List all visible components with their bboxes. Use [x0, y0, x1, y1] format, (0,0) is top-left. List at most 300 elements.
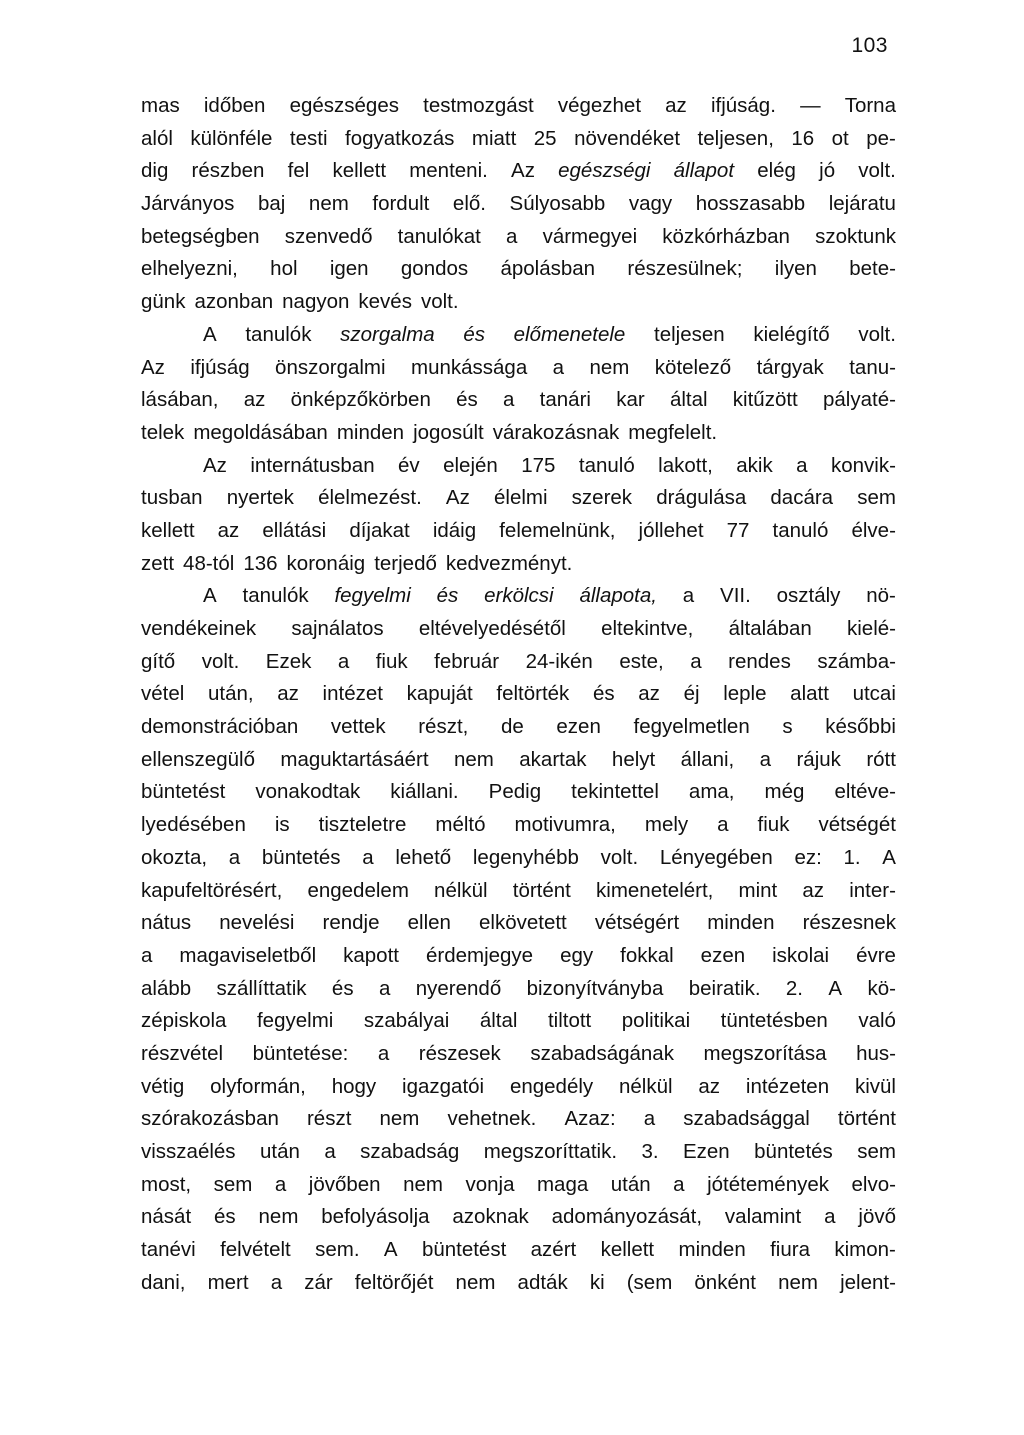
word: ellen: [407, 911, 451, 935]
text-line: [141, 809, 896, 842]
word: Az: [511, 159, 535, 183]
word: zépiskola: [141, 1009, 227, 1033]
word: s: [782, 715, 793, 739]
word: az: [698, 1074, 721, 1098]
word: helyt: [611, 747, 656, 771]
text-line: [141, 1103, 896, 1136]
word: nem: [778, 1270, 818, 1294]
word: a: [673, 1172, 685, 1196]
word: ki: [589, 1270, 605, 1294]
text-line: [141, 515, 896, 548]
word: tanuló: [772, 518, 829, 542]
word: büntetése:: [252, 1041, 349, 1065]
word: általában: [728, 617, 812, 640]
word: iskolai: [772, 943, 830, 967]
word: telek: [141, 420, 185, 444]
word: inter-: [849, 878, 896, 902]
page-number: 103: [851, 34, 888, 57]
word: gondos: [400, 257, 469, 281]
word: elhelyezni,: [141, 257, 238, 281]
word: vagy: [628, 192, 673, 216]
word: jövőben: [308, 1172, 381, 1196]
text-line: [141, 155, 896, 188]
word: büntetést: [421, 1238, 507, 1262]
word: részesek: [418, 1041, 501, 1065]
word: minden: [678, 1238, 746, 1262]
word: 16: [791, 126, 815, 150]
word: VII.: [720, 584, 751, 608]
word: kapufeltörésért,: [141, 878, 283, 902]
word: kimon-: [834, 1238, 896, 1262]
text-line: [141, 384, 896, 417]
word: 77: [726, 518, 750, 542]
word: volt.: [858, 159, 896, 183]
word: lyedésében: [141, 813, 246, 837]
word: vehetnek.: [447, 1107, 537, 1131]
word: munkássága: [411, 355, 528, 379]
word: kiállani.: [390, 780, 459, 804]
word: az: [802, 878, 825, 902]
word: kapott: [343, 943, 399, 967]
word: jó: [819, 159, 836, 183]
text-line: [141, 221, 896, 254]
word: bete-: [849, 257, 896, 281]
word: intézet: [322, 682, 383, 706]
word: eltéve-: [834, 780, 896, 804]
text-line: [141, 580, 896, 613]
word: adományozását,: [551, 1205, 703, 1229]
word: nélkül: [434, 878, 488, 902]
word: 136: [243, 551, 278, 575]
emphasis-word: állapota,: [579, 584, 657, 608]
text-line: [141, 1169, 896, 1202]
word: minden: [707, 911, 775, 935]
word: vétel: [141, 682, 185, 706]
word: számba-: [817, 649, 896, 673]
word: sem: [857, 486, 896, 510]
text-line: [141, 613, 896, 646]
word: megszoríttatik.: [483, 1140, 618, 1163]
word: a: [682, 584, 695, 608]
word: kitűzött: [732, 388, 798, 412]
word: a: [643, 1107, 656, 1131]
text-line: [141, 548, 896, 581]
word: demonstrációban: [141, 715, 299, 739]
word: hol: [270, 257, 298, 281]
word: kivül: [854, 1074, 896, 1098]
word: gítő: [141, 649, 176, 673]
word: szabadsággal: [683, 1107, 810, 1131]
word: kellett: [600, 1238, 655, 1262]
emphasis-word: és: [463, 322, 485, 346]
word: mas: [141, 94, 180, 117]
word: intézeten: [745, 1074, 830, 1098]
text-line: [141, 646, 896, 679]
word: dacára: [770, 486, 834, 510]
word: a: [690, 649, 702, 673]
word: betegségben: [141, 224, 260, 248]
word: azért: [530, 1238, 577, 1262]
word: évre: [856, 943, 896, 967]
text-line: [141, 450, 896, 483]
word: az: [638, 682, 660, 706]
word: lásában,: [141, 388, 219, 412]
word: állani,: [680, 747, 735, 771]
word: szabályai: [363, 1009, 450, 1033]
word: élve-: [851, 518, 896, 542]
text-line: [141, 90, 896, 123]
word: büntetés: [261, 845, 341, 869]
word: fiuk: [375, 649, 408, 673]
word: a: [324, 1140, 336, 1163]
word: után: [610, 1172, 651, 1196]
word: hosszasabb: [695, 192, 806, 216]
word: Az: [203, 453, 227, 477]
word: a: [824, 1205, 836, 1229]
word: elég: [757, 159, 796, 183]
word: vétségért: [594, 911, 680, 935]
word: a: [796, 453, 808, 477]
word: önszorgalmi: [275, 355, 386, 379]
word: az: [665, 94, 687, 117]
word: nását: [141, 1205, 192, 1229]
word: tusban: [141, 486, 203, 510]
word: magaviseletből: [179, 943, 317, 967]
word: és: [456, 388, 478, 412]
text-line: [141, 319, 896, 352]
word: Járványos: [141, 192, 235, 216]
text-line: [141, 940, 896, 973]
word: későbbi: [825, 715, 896, 739]
word: nélkül: [619, 1074, 673, 1098]
word: tiszteletre: [318, 813, 407, 837]
word: mely: [644, 813, 689, 837]
word: elő.: [452, 192, 486, 216]
word: kö-: [867, 976, 896, 1000]
word: fiuk: [757, 813, 790, 837]
word: különféle: [190, 126, 273, 150]
word: ezen: [556, 715, 601, 739]
word: tárgyak: [756, 355, 824, 379]
word: osztály: [776, 584, 841, 608]
word: minden: [336, 420, 405, 444]
word: részvétel: [141, 1041, 224, 1065]
word: utcai: [852, 682, 896, 706]
word: a: [274, 1172, 287, 1196]
word: tanulók: [242, 584, 309, 608]
word: eltekintve,: [601, 617, 694, 640]
word: is: [274, 813, 290, 837]
word: egészséges: [289, 94, 399, 117]
word: időben: [203, 94, 266, 117]
word: azoknak: [452, 1205, 529, 1229]
word: a: [228, 845, 241, 869]
word: a: [717, 813, 729, 837]
word: zett: [141, 551, 175, 575]
word: nem: [258, 1205, 299, 1229]
word: megszorítása: [703, 1041, 827, 1065]
word: az: [277, 682, 299, 706]
word: teljesen: [654, 322, 725, 346]
word: való: [858, 1009, 896, 1033]
word: kevés: [358, 290, 412, 314]
word: fordult: [372, 192, 430, 216]
word: fiura: [770, 1238, 810, 1262]
word: azonban: [194, 290, 274, 314]
word: lejáratu: [828, 192, 896, 216]
word: Lényegében: [659, 845, 773, 869]
word: 175: [521, 453, 556, 477]
word: szerek: [571, 486, 633, 510]
word: mint: [738, 878, 778, 902]
word: részesülnek;: [627, 257, 743, 281]
word: volt.: [420, 290, 459, 314]
word: mert: [207, 1270, 249, 1294]
word: 25: [533, 126, 557, 150]
word: kellett: [332, 159, 387, 183]
word: volt.: [600, 845, 639, 869]
word: a: [552, 355, 565, 379]
word: ifjúság: [190, 355, 250, 379]
word: Ezek: [265, 649, 312, 673]
word: akik: [736, 453, 773, 477]
text-line: [141, 711, 896, 744]
word: vendékeinek: [141, 617, 257, 640]
word: által: [669, 388, 708, 412]
word: este,: [619, 649, 664, 673]
word: hus-: [856, 1041, 896, 1065]
word: várakozásnak: [492, 420, 620, 444]
word: szállíttatik: [216, 976, 307, 1000]
word: igen: [329, 257, 369, 281]
word: vétségét: [818, 813, 896, 837]
word: (sem: [626, 1270, 673, 1294]
emphasis-word: és: [436, 584, 459, 608]
word: nem: [589, 355, 630, 379]
word: büntetés: [754, 1140, 833, 1163]
word: felemelnünk,: [499, 518, 616, 542]
word: Súlyosabb: [509, 192, 606, 216]
word: tanévi: [141, 1238, 196, 1262]
word: hogy: [331, 1074, 377, 1098]
word: a: [759, 747, 772, 771]
word: de: [500, 715, 524, 739]
text-line: [141, 678, 896, 711]
word: testi: [289, 126, 328, 150]
word: rendes: [728, 649, 791, 673]
word: szenvedő: [284, 224, 373, 248]
emphasis-word: fegyelmi: [334, 584, 411, 608]
text-line: [141, 1267, 896, 1300]
word: eltévelyedésétől: [418, 617, 566, 640]
text-line: [141, 1071, 896, 1104]
word: után: [259, 1140, 300, 1163]
text-line: [141, 1005, 896, 1038]
word: maga: [536, 1172, 589, 1196]
word: —: [800, 94, 821, 117]
word: történt: [837, 1107, 896, 1131]
word: önként: [694, 1270, 756, 1294]
word: tanuló: [578, 453, 635, 477]
word: fel: [287, 159, 310, 183]
word: nyertek: [226, 486, 294, 510]
word: teljesen,: [697, 126, 774, 150]
word: 1.: [843, 845, 861, 869]
word: ellátási: [262, 518, 327, 542]
text-line: [141, 286, 896, 319]
word: jóllehet: [638, 518, 704, 542]
word: tekintettel: [571, 780, 659, 804]
word: menteni.: [409, 159, 488, 183]
word: nevelési: [219, 911, 295, 935]
word: tanu-: [849, 355, 896, 379]
word: feltörték: [496, 682, 570, 706]
word: alább: [141, 976, 192, 1000]
word: dani,: [141, 1270, 186, 1294]
text-line: [141, 907, 896, 940]
word: lakott,: [658, 453, 713, 477]
word: sem: [857, 1140, 896, 1163]
text-line: [141, 482, 896, 515]
word: élelmezést.: [318, 486, 422, 510]
word: a: [506, 224, 518, 248]
word: jelent-: [840, 1270, 896, 1294]
word: Az: [445, 486, 470, 510]
word: a: [377, 1041, 390, 1065]
word: ellenszegülő: [141, 747, 255, 771]
text-line: [141, 776, 896, 809]
word: ot: [831, 126, 849, 150]
word: végezhet: [557, 94, 642, 117]
word: kielé-: [847, 617, 896, 640]
word: engedély: [509, 1074, 594, 1098]
word: és: [214, 1205, 236, 1229]
word: pe-: [866, 126, 896, 150]
text-line: [141, 1201, 896, 1234]
word: ama,: [688, 780, 735, 804]
word: közkórházban: [662, 224, 790, 248]
word: A: [383, 1238, 398, 1262]
word: koronáig: [286, 551, 366, 575]
word: élelmi: [493, 486, 548, 510]
word: a: [362, 845, 374, 869]
word: a: [503, 388, 515, 412]
word: beiratik.: [688, 976, 761, 1000]
word: vonja: [465, 1172, 515, 1196]
word: A: [828, 976, 843, 1000]
word: rájuk: [796, 747, 841, 771]
word: jogosúlt: [413, 420, 484, 444]
text-line: [141, 253, 896, 286]
word: szabadság: [360, 1140, 460, 1163]
text-line: [141, 744, 896, 777]
word: által: [479, 1009, 518, 1033]
word: Az: [141, 355, 165, 379]
word: növendéket: [574, 126, 681, 150]
word: 24-ikén: [525, 649, 593, 673]
word: után,: [207, 682, 254, 706]
word: elvo-: [851, 1172, 896, 1196]
word: vétig: [141, 1074, 185, 1098]
word: kellett: [141, 518, 195, 542]
text-line: [141, 352, 896, 385]
word: politikai: [621, 1009, 691, 1033]
word: A: [203, 322, 217, 346]
emphasis-word: előmenetele: [513, 322, 626, 346]
text-line: [141, 1234, 896, 1267]
word: sajnálatos: [291, 617, 384, 640]
word: adták: [517, 1270, 568, 1294]
word: önképzőkörben: [290, 388, 431, 412]
word: nem: [403, 1172, 443, 1196]
word: dig: [141, 159, 169, 183]
word: év: [398, 453, 420, 477]
word: részt,: [418, 715, 469, 739]
word: ezen: [700, 943, 746, 967]
word: olyformán,: [210, 1074, 306, 1098]
word: feltörőjét: [354, 1270, 434, 1294]
word: 3.: [641, 1140, 659, 1163]
word: méltó: [435, 813, 486, 837]
word: alól: [141, 126, 173, 150]
word: történt: [512, 878, 571, 902]
word: kimenetelért,: [596, 878, 714, 902]
word: Pedig: [488, 780, 542, 804]
word: konvik-: [831, 453, 896, 477]
word: engedelem: [307, 878, 409, 902]
word: a: [270, 1270, 283, 1294]
word: a: [141, 943, 153, 967]
word: lehető: [395, 845, 452, 869]
word: vonakodtak: [255, 780, 361, 804]
word: rendje: [322, 911, 380, 935]
word: befolyásolja: [321, 1205, 430, 1229]
word: a: [378, 976, 391, 1000]
word: nem: [453, 747, 494, 771]
word: részben: [191, 159, 265, 183]
word: nem: [455, 1270, 496, 1294]
word: büntetést: [141, 780, 226, 804]
word: idáig: [432, 518, 477, 542]
word: A: [882, 845, 896, 869]
word: ilyen: [774, 257, 817, 281]
word: akartak: [519, 747, 587, 771]
word: elkövetett: [479, 911, 567, 935]
word: kötelező: [654, 355, 732, 379]
word: érdemjegye: [425, 943, 534, 967]
word: nem: [379, 1107, 420, 1131]
word: egy: [560, 943, 594, 967]
word: sem.: [315, 1238, 360, 1262]
word: testmozgást: [423, 94, 534, 117]
word: igazgatói: [402, 1074, 485, 1098]
body-text: [141, 90, 896, 1299]
word: díjakat: [349, 518, 410, 542]
word: és: [331, 976, 354, 1000]
word: ifjúság.: [710, 94, 776, 117]
word: baj: [258, 192, 286, 216]
text-line: [141, 842, 896, 875]
word: szórakozásban: [141, 1107, 279, 1131]
word: jótétemények: [707, 1172, 830, 1196]
word: tanári: [539, 388, 591, 412]
word: tanulók: [245, 322, 312, 346]
word: vettek: [330, 715, 386, 739]
word: fegyelmetlen: [633, 715, 750, 739]
word: vármegyei: [542, 224, 638, 248]
word: alatt: [790, 682, 829, 706]
word: okozta,: [141, 845, 208, 869]
